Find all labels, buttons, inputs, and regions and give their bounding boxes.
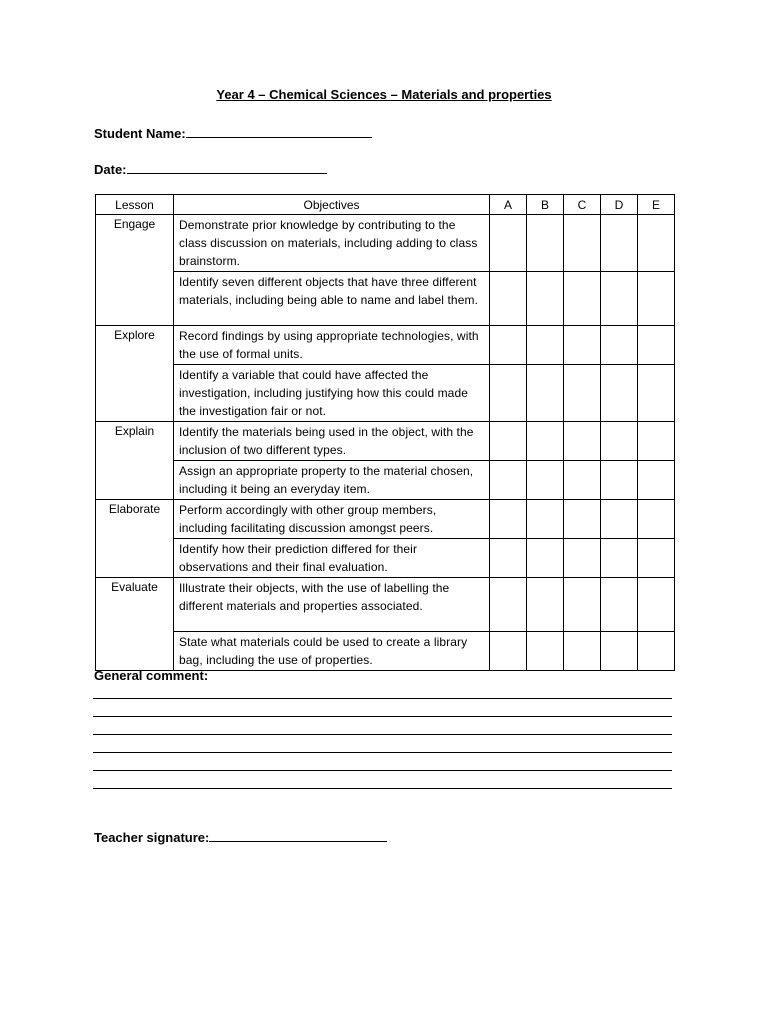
student-name-line[interactable]	[186, 124, 372, 138]
lesson-name-cell: Elaborate	[96, 500, 174, 578]
teacher-signature-field	[94, 828, 387, 845]
lesson-name-cell: Explore	[96, 326, 174, 422]
grade-d-cell[interactable]	[601, 215, 638, 272]
comment-line[interactable]	[93, 698, 672, 699]
grade-e-cell[interactable]	[638, 272, 675, 326]
grade-e-cell[interactable]	[638, 578, 675, 632]
table-row	[96, 326, 675, 365]
grade-e-cell[interactable]	[638, 500, 675, 539]
grade-a-cell[interactable]	[490, 272, 527, 326]
comment-line[interactable]	[93, 752, 672, 753]
grade-d-cell[interactable]	[601, 539, 638, 578]
lesson-name-cell: Evaluate	[96, 578, 174, 671]
header-grade-e: E	[638, 195, 675, 215]
header-objectives: Objectives	[174, 195, 490, 215]
grade-d-cell[interactable]	[601, 500, 638, 539]
grade-e-cell[interactable]	[638, 632, 675, 671]
page-title: Year 4 – Chemical Sciences – Materials and properties	[216, 87, 552, 102]
table-row	[96, 215, 675, 272]
header-grade-b: B	[527, 195, 564, 215]
grade-a-cell[interactable]	[490, 365, 527, 422]
student-name-field	[94, 124, 372, 141]
grade-a-cell[interactable]	[490, 539, 527, 578]
grade-b-cell[interactable]	[527, 365, 564, 422]
rubric-table	[95, 194, 675, 671]
grade-b-cell[interactable]	[527, 215, 564, 272]
grade-e-cell[interactable]	[638, 326, 675, 365]
grade-d-cell[interactable]	[601, 272, 638, 326]
grade-b-cell[interactable]	[527, 272, 564, 326]
date-line[interactable]	[127, 160, 327, 174]
header-grade-c: C	[564, 195, 601, 215]
header-lesson: Lesson	[96, 195, 174, 215]
objective-cell: Identify seven different objects that have three different materials, including being able to name and label them.	[174, 272, 490, 326]
grade-b-cell[interactable]	[527, 500, 564, 539]
grade-e-cell[interactable]	[638, 215, 675, 272]
grade-e-cell[interactable]	[638, 422, 675, 461]
table-header-row	[96, 195, 675, 215]
grade-c-cell[interactable]	[564, 215, 601, 272]
teacher-signature-label: Teacher signature:	[94, 830, 210, 845]
objective-cell: Demonstrate prior knowledge by contributing to the class discussion on materials, including adding to class brainstorm.	[174, 215, 490, 272]
date-label: Date:	[94, 162, 127, 177]
table-row	[96, 422, 675, 461]
grade-d-cell[interactable]	[601, 326, 638, 365]
table-row	[96, 578, 675, 632]
objective-cell: Illustrate their objects, with the use of labelling the different materials and properties associated.	[174, 578, 490, 632]
grade-b-cell[interactable]	[527, 422, 564, 461]
date-field	[94, 160, 327, 177]
grade-e-cell[interactable]	[638, 461, 675, 500]
comment-line[interactable]	[93, 716, 672, 717]
grade-c-cell[interactable]	[564, 326, 601, 365]
grade-a-cell[interactable]	[490, 422, 527, 461]
grade-d-cell[interactable]	[601, 461, 638, 500]
grade-c-cell[interactable]	[564, 272, 601, 326]
grade-a-cell[interactable]	[490, 461, 527, 500]
grade-a-cell[interactable]	[490, 500, 527, 539]
table-row	[96, 272, 675, 326]
grade-b-cell[interactable]	[527, 461, 564, 500]
grade-a-cell[interactable]	[490, 632, 527, 671]
grade-d-cell[interactable]	[601, 365, 638, 422]
comment-line[interactable]	[93, 734, 672, 735]
objective-cell: Record findings by using appropriate technologies, with the use of formal units.	[174, 326, 490, 365]
grade-b-cell[interactable]	[527, 578, 564, 632]
grade-c-cell[interactable]	[564, 365, 601, 422]
comment-line[interactable]	[93, 788, 672, 789]
grade-b-cell[interactable]	[527, 632, 564, 671]
objective-cell: State what materials could be used to create a library bag, including the use of properties.	[174, 632, 490, 671]
grade-e-cell[interactable]	[638, 539, 675, 578]
student-name-label: Student Name:	[94, 126, 186, 141]
lesson-name-cell: Engage	[96, 215, 174, 326]
grade-b-cell[interactable]	[527, 326, 564, 365]
grade-a-cell[interactable]	[490, 326, 527, 365]
table-row	[96, 461, 675, 500]
table-row	[96, 539, 675, 578]
general-comment-label: General comment:	[94, 668, 209, 683]
grade-d-cell[interactable]	[601, 632, 638, 671]
objective-cell: Identify how their prediction differed for their observations and their final evaluation.	[174, 539, 490, 578]
grade-c-cell[interactable]	[564, 500, 601, 539]
objective-cell: Assign an appropriate property to the material chosen, including it being an everyday item.	[174, 461, 490, 500]
grade-a-cell[interactable]	[490, 578, 527, 632]
objective-cell: Identify the materials being used in the object, with the inclusion of two different types.	[174, 422, 490, 461]
grade-c-cell[interactable]	[564, 578, 601, 632]
table-row	[96, 365, 675, 422]
grade-c-cell[interactable]	[564, 422, 601, 461]
grade-c-cell[interactable]	[564, 632, 601, 671]
lesson-name-cell: Explain	[96, 422, 174, 500]
table-row	[96, 500, 675, 539]
grade-c-cell[interactable]	[564, 539, 601, 578]
objective-cell: Identify a variable that could have affected the investigation, including justifying how this could made the investigation fair or not.	[174, 365, 490, 422]
grade-e-cell[interactable]	[638, 365, 675, 422]
grade-c-cell[interactable]	[564, 461, 601, 500]
teacher-signature-line[interactable]	[209, 828, 387, 842]
table-row	[96, 632, 675, 671]
rubric-body	[96, 215, 675, 671]
grade-d-cell[interactable]	[601, 422, 638, 461]
grade-d-cell[interactable]	[601, 578, 638, 632]
objective-cell: Perform accordingly with other group members, including facilitating discussion amongst peers.	[174, 500, 490, 539]
comment-line[interactable]	[93, 770, 672, 771]
grade-b-cell[interactable]	[527, 539, 564, 578]
header-grade-a: A	[490, 195, 527, 215]
header-grade-d: D	[601, 195, 638, 215]
grade-a-cell[interactable]	[490, 215, 527, 272]
